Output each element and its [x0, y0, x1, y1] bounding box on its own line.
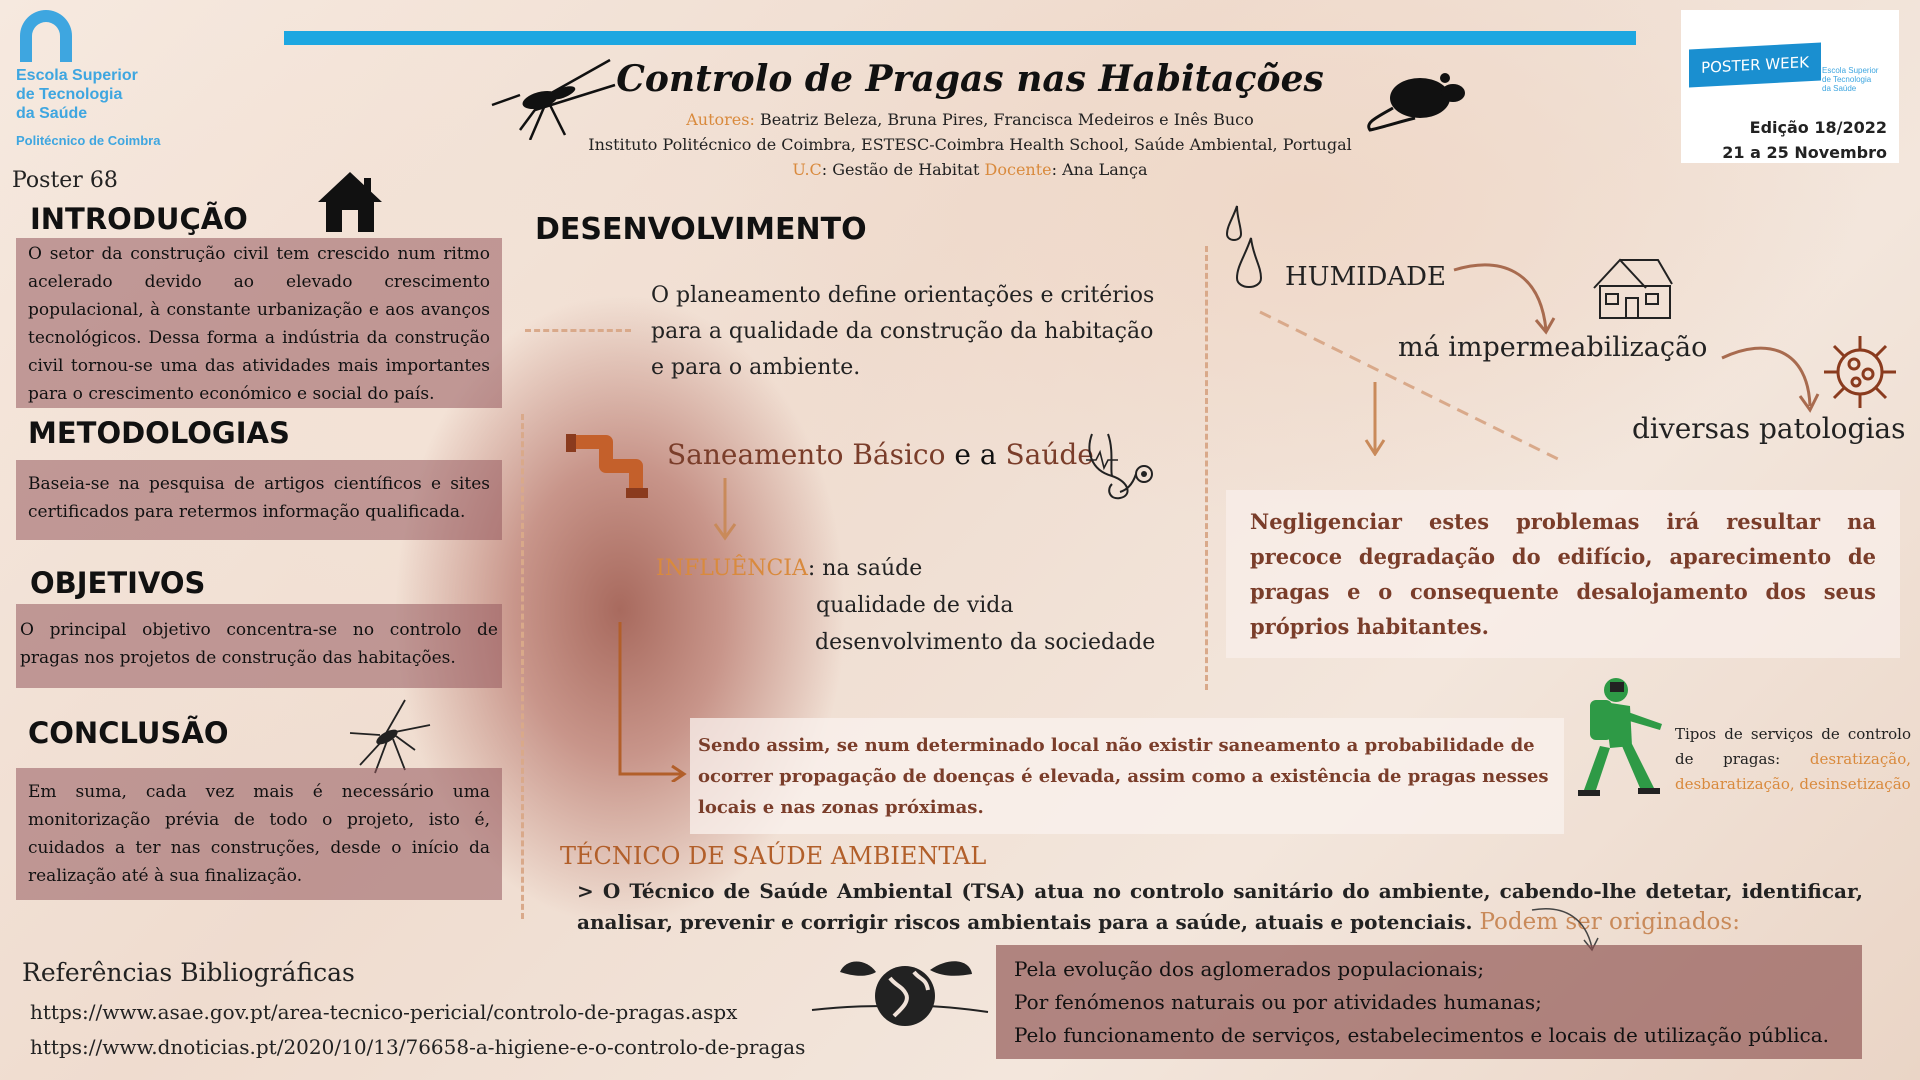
docente: : Ana Lança [1051, 160, 1148, 179]
uc: : Gestão de Habitat [821, 160, 985, 179]
institution: Instituto Politécnico de Coimbra, ESTESC-Coimbra Health School, Saúde Ambiental, Portugal [588, 135, 1352, 154]
logo-line1: Escola Superior [16, 67, 138, 84]
originados-item: Pela evolução dos aglomerados populacionais; [1014, 957, 1485, 981]
pw-small3: da Saúde [1822, 84, 1857, 93]
poster-week-label: POSTER WEEK [1701, 53, 1809, 77]
dashed-diagonal [1258, 310, 1568, 470]
house-icon [316, 170, 384, 234]
conclusao-text: Em suma, cada vez mais é necessário uma monitorização prévia de todo o projeto, isto é, cuidados a ter nas construções, desde o início da realização até à sua finalização. [16, 768, 502, 900]
saude-label: Saúde [1005, 438, 1094, 471]
tecnico-block [577, 876, 1863, 938]
edition-dates: 21 a 25 Novembro [1722, 143, 1887, 162]
metodologias-heading: METODOLOGIAS [28, 416, 290, 450]
arrow-elbow-icon [610, 622, 690, 782]
humidade-label: HUMIDADE [1285, 262, 1446, 292]
objetivos-text: O principal objetivo concentra-se no controlo de pragas nos projetos de construção das habitações. [16, 604, 502, 688]
planeamento-text: O planeamento define orientações e critérios para a qualidade da construção da habitação e para o ambiente. [651, 283, 1155, 380]
poster-week-school [1822, 66, 1878, 93]
stethoscope-icon [1082, 430, 1158, 502]
logo-line2: de Tecnologia [16, 86, 123, 103]
desenvolvimento-heading: DESENVOLVIMENTO [535, 212, 867, 247]
logo-arch-icon [16, 10, 76, 62]
pw-small2: de Tecnologia [1822, 75, 1872, 84]
edition: Edição 18/2022 [1749, 118, 1887, 137]
tecnico-heading: TÉCNICO DE SAÚDE AMBIENTAL [560, 842, 987, 870]
pipe-icon [566, 432, 656, 504]
docente-label: Docente [984, 160, 1052, 179]
reference-link-1[interactable]: https://www.asae.gov.pt/area-tecnico-pericial/controlo-de-pragas.aspx [30, 1000, 738, 1024]
saneamento-mid: e a [945, 438, 1006, 471]
uc-label: U.C [792, 160, 822, 179]
introducao-heading: INTRODUÇÃO [30, 202, 248, 236]
virus-icon [1820, 332, 1900, 412]
pw-small1: Escola Superior [1822, 66, 1879, 75]
authors-label: Autores: [686, 110, 755, 129]
poster-week-box [1681, 10, 1899, 163]
servicos-text [1675, 722, 1911, 797]
referencias-heading: Referências Bibliográficas [22, 958, 355, 987]
divider-left [521, 414, 524, 919]
ma-impermeabilizacao: má impermeabilização [1398, 332, 1708, 363]
authors: Beatriz Beleza, Bruna Pires, Francisca Medeiros e Inês Buco [759, 110, 1254, 129]
influencia-2: qualidade de vida [816, 593, 1014, 618]
arrow-down-icon-2 [1362, 382, 1388, 456]
poster-number: Poster 68 [12, 168, 118, 193]
influencia-1: : na saúde [807, 556, 923, 581]
logo-line3: da Saúde [16, 105, 88, 122]
globe-icon [810, 950, 990, 1040]
conclusao-heading: CONCLUSÃO [28, 716, 229, 750]
school-logo [16, 10, 186, 148]
saneamento-label: Saneamento Básico [667, 438, 946, 471]
house-outline-icon [1590, 254, 1676, 322]
influencia-label: INFLUÊNCIA [656, 556, 808, 581]
divider-middle [1205, 246, 1208, 690]
water-drop-icon [1223, 204, 1265, 294]
divider-horizontal [525, 329, 631, 332]
originados-item: Por fenómenos naturais ou por atividades humanas; [1014, 990, 1542, 1014]
logo-sub: Politécnico de Coimbra [16, 133, 161, 148]
introducao-text: O setor da construção civil tem crescido num ritmo acelerado devido ao elevado crescimento populacional, à constante urbanização e aos avanços tecnológicos. Dessa forma a indústria da construção civil tornou-se uma das atividades mais importantes para o crescimento económico e social do país. [16, 238, 502, 408]
tecnico-text: > O Técnico de Saúde Ambiental (TSA) atua no controlo sanitário do ambiente, cabendo-lhe detetar, identificar, analisar, prevenir e corrigir riscos ambientais para a saúde, atuais e potenciais. [577, 879, 1863, 934]
diversas-patologias: diversas patologias [1632, 412, 1906, 445]
authors-block [560, 107, 1380, 182]
mosquito-icon [490, 55, 620, 140]
reference-link-2[interactable]: https://www.dnoticias.pt/2020/10/13/76658-a-higiene-e-o-controlo-de-pragas [30, 1035, 806, 1059]
arrow-down-icon [712, 478, 738, 542]
servicos-types: desratização, desbaratização, desinsetização [1675, 750, 1911, 793]
influencia-block [656, 550, 1155, 661]
poster-week-banner [1689, 43, 1821, 88]
top-accent-bar [284, 31, 1636, 45]
poster-title: Controlo de Pragas nas Habitações [616, 58, 1324, 100]
influencia-3: desenvolvimento da sociedade [815, 630, 1156, 655]
saneamento-title [667, 438, 1094, 471]
rat-icon [1365, 68, 1475, 133]
metodologias-text: Baseia-se na pesquisa de artigos científicos e sites certificados para retermos informação qualificada. [16, 460, 502, 540]
negligenciar-text: Negligenciar estes problemas irá resultar na precoce degradação do edifício, aparecimento de pragas e o consequente desalojamento dos seus próprios habitantes. [1226, 490, 1900, 658]
podem-ser-originados: Podem ser originados: [1479, 909, 1740, 935]
servicos-intro: Tipos de serviços de controlo de pragas: [1675, 725, 1911, 768]
exterminator-icon [1570, 672, 1670, 800]
sendo-assim-text: Sendo assim, se num determinado local não existir saneamento a probabilidade de ocorrer propagação de doenças é elevada, assim como a existência de pragas nesses locais e nas zonas próximas. [690, 718, 1564, 834]
mosquito-small-icon [345, 695, 435, 775]
objetivos-heading: OBJETIVOS [30, 566, 206, 600]
originados-item: Pelo funcionamento de serviços, estabelecimentos e locais de utilização pública. [1014, 1023, 1830, 1047]
originados-list [996, 945, 1862, 1059]
arrow-curve-icon-2 [1718, 340, 1822, 416]
